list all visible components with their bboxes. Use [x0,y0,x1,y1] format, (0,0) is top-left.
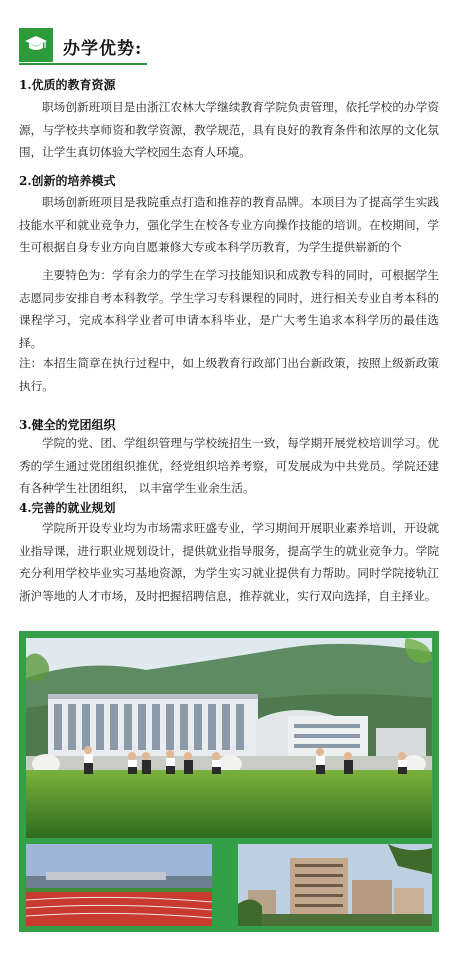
section-2-paragraph-2: 主要特色为：学有余力的学生在学习技能知识和成教专科的同时，可根据学生志愿同步安排自考本科教学。学生学习专科课程的同时，进行相关专业自考本科的课程学习，完成本科学业者可申请本科毕业，是广大考生追求本科学历的最佳选择。 [19,268,439,350]
section-heading-4: 4.完善的就业规划 [19,501,116,515]
section-heading-3: 3.健全的党团组织 [19,418,116,432]
section-3-paragraph: 学院的党、团、学组织管理与学校统招生一致，每学期开展党校培训学习。优秀的学生通过党团组织推优，经党组织培养考察，可发展成为中共党员。学院还建有各种学生社团组织， 以丰富学生业余生活。 [19,436,439,495]
section-heading-2: 2.创新的培养模式 [19,174,116,188]
graduation-cap-icon [19,28,53,62]
photo-collage [19,631,439,932]
stadium-photo [26,844,212,926]
section-heading-1: 1.优质的教育资源 [19,78,116,92]
section-4-paragraph: 学院所开设专业均为市场需求旺盛专业，学习期间开展职业素养培训，开设就业指导课，进行职业规划设计，提供就业指导服务，提高学生的就业竞争力。学院充分利用学校毕业实习基地资源，为学生实习就业提供有力帮助。同时学院接轨江浙沪等地的人才市场，及时把握招聘信息，推荐就业，实行双向选择，自主择业。 [19,521,439,603]
page-title: 办学优势: [63,39,143,59]
section-header [19,28,149,66]
section-1-paragraph: 职场创新班项目是由浙江农林大学继续教育学院负责管理，依托学校的办学资源，与学校共享师资和教学资源，教学规范，具有良好的教育条件和浓厚的文化氛围，让学生真切体验大学校园生态育人环境。 [19,100,439,159]
section-2-note: 注：本招生简章在执行过程中，如上级教育行政部门出台新政策，按照上级新政策执行。 [19,356,439,393]
section-2-paragraph-1: 职场创新班项目是我院重点打造和推荐的教育品牌。本项目为了提高学生实践技能水平和就业竞争力，强化学生在校各专业方向操作技能的培训。在校期间，学生可根据自身专业方向自愿兼修大专或本科学历教育，为学生提供崭新的个 [19,195,439,254]
dormitory-photo [238,844,432,926]
campus-photo [26,638,432,838]
title-underline [19,63,147,65]
